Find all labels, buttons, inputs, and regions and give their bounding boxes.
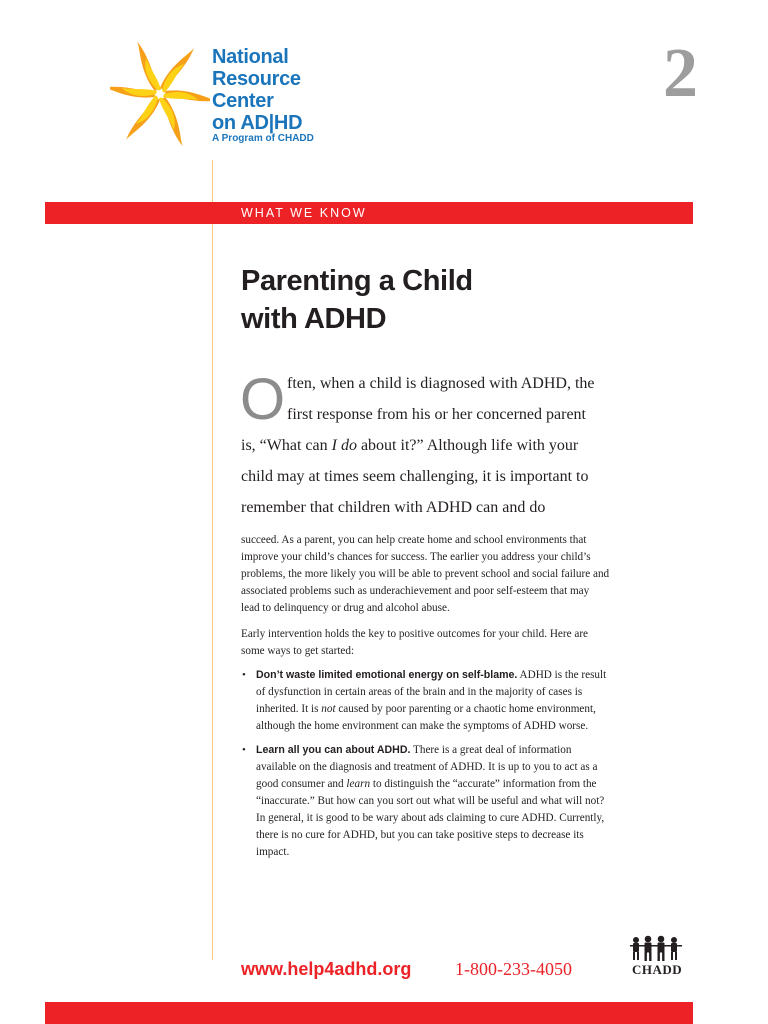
emphasis-text: not <box>321 703 336 715</box>
bullet1-line-3: inherited. It is not caused by poor parenting or a chaotic home environment, <box>256 703 596 715</box>
para2-line: some ways to get started: <box>241 645 355 657</box>
lead-line-5: remember that children with ADHD can and do <box>241 499 546 516</box>
org-name-line-4: on AD|HD <box>212 112 303 134</box>
website-link[interactable]: www.help4adhd.org <box>241 959 412 979</box>
bullet2-line-2: available on the diagnosis and treatment of ADHD. It is up to you to act as a <box>256 761 598 773</box>
sun-pinwheel-icon <box>110 42 210 146</box>
margin-rule <box>212 160 213 960</box>
para1-line: improve your child’s chances for success. The earlier you address your child’s <box>241 551 591 563</box>
bullet2-line-3: good consumer and learn to distinguish the “accurate” information from the <box>256 778 597 790</box>
bullet2-line-4: “inaccurate.” But how can you sort out what will be useful and what will not? <box>256 795 605 807</box>
bullet2-line-1: Learn all you can about ADHD. There is a great deal of information <box>256 744 572 756</box>
para1-line: problems, the more likely you will be able to prevent school and social failure and <box>241 568 610 580</box>
bullet1-line-2: of dysfunction in certain areas of the brain and in the majority of cases is <box>256 686 583 698</box>
para1-line: lead to delinquency or drug and alcohol abuse. <box>241 602 450 614</box>
org-name-line-3: Center <box>212 90 274 112</box>
org-name-line-1: National <box>212 46 289 68</box>
para1-line: associated problems such as underachievement and poor self-esteem that may <box>241 585 590 597</box>
lead-line-1: ften, when a child is diagnosed with ADHD, the <box>287 375 595 392</box>
lead-line-4: child may at times seem challenging, it is important to <box>241 468 589 485</box>
page-number: 2 <box>663 35 698 112</box>
chadd-wordmark: CHADD <box>632 962 683 977</box>
bullet1-heading: Don’t waste limited emotional energy on self-blame. <box>256 669 518 681</box>
bullet2-heading: Learn all you can about ADHD. <box>256 744 411 756</box>
bullet-icon: • <box>242 669 246 681</box>
org-subtitle: A Program of CHADD <box>212 133 314 144</box>
para1-line: succeed. As a parent, you can help create home and school environments that <box>241 534 587 546</box>
lead-line-3: is, “What can I do about it?” Although life with your <box>241 437 579 454</box>
org-name-line-2: Resource <box>212 68 301 90</box>
emphasis-text: I do <box>331 437 357 454</box>
bullet2-line-6: there is no cure for ADHD, but you can take positive steps to decrease its <box>256 829 584 841</box>
bullet-icon: • <box>242 744 246 756</box>
bullet2-line-7: impact. <box>256 846 290 858</box>
bullet2-line-5: In general, it is good to be wary about ads claiming to cure ADHD. Currently, <box>256 812 605 824</box>
page-title <box>241 262 473 338</box>
para2-line: Early intervention holds the key to positive outcomes for your child. Here are <box>241 628 589 640</box>
bullet1-line-4: although the home environment can make the symptoms of ADHD worse. <box>256 720 589 732</box>
footer-bar <box>45 1002 693 1024</box>
title-line-1: Parenting a Child <box>241 265 473 297</box>
section-label: WHAT WE KNOW <box>241 206 367 220</box>
title-line-2: with ADHD <box>241 303 387 335</box>
section-bar <box>45 202 693 224</box>
drop-cap: O <box>240 367 286 432</box>
phone-number[interactable]: 1-800-233-4050 <box>455 959 572 979</box>
bullet1-line-1: Don’t waste limited emotional energy on self-blame. ADHD is the result <box>256 669 607 681</box>
lead-line-2: first response from his or her concerned parent <box>287 406 586 423</box>
emphasis-text: learn <box>346 778 371 790</box>
